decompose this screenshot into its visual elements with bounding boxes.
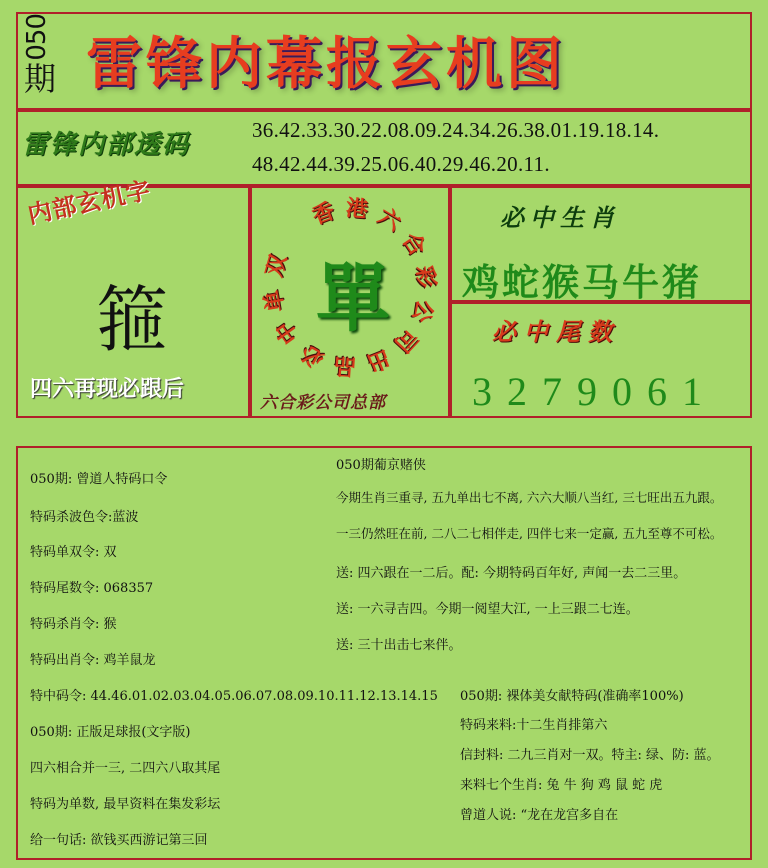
numbers-line-1: 36.42.33.30.22.08.09.24.34.26.38.01.19.18.14. [252,118,660,142]
ring-char: 双 [260,252,292,281]
lower-right-line-4: 来料七个生肖: 兔 牛 狗 鸡 鼠 蛇 虎 [460,778,663,793]
lower-left-line-3: 特码为单数, 最早资料在集发彩坛 [30,797,221,812]
ring-char: 中 [270,316,305,350]
secret-char-title: 内部玄机字 [25,174,154,230]
ring-char: 合 [396,227,431,261]
ring-char: 港 [345,195,370,224]
ring-char: 品 [333,352,357,380]
issue-unit: 期 [24,59,57,98]
tail-digits: 3279061 [472,369,717,414]
left-line-3: 特码单双令: 双 [30,545,117,560]
ring-char: 必 [296,339,329,373]
lower-left-line-4: 给一句话: 欲钱买西游记第三回 [30,833,208,848]
lower-left-line-2: 四六相合并一三, 二四六八取其尾 [30,761,221,776]
center-footer: 六合彩公司总部 [260,393,386,413]
right-title: 050期葡京赌侠 [336,458,426,473]
ring-char: 单 [259,287,290,314]
ring-char: 六 [373,203,406,237]
left-line-2: 特码杀波色令:蓝波 [30,510,139,525]
ring-char: 司 [389,323,424,358]
tail-title: 必中尾数 [492,317,620,346]
lower-right-line-1: 050期: 裸体美女献特码(准确率100%) [460,689,684,704]
secret-character: 箍 [96,278,169,362]
left-line-4: 特码尾数令: 068357 [30,581,154,596]
special-code-line: 特中码令: 44.46.01.02.03.04.05.06.07.08.09.10.11.12.13.14.15 [30,689,438,704]
ring-char: 出 [363,344,394,377]
lower-left-line-1: 050期: 正版足球报(文字版) [30,725,191,740]
issue-label [22,14,68,98]
right-line-1: 今期生肖三重寻, 五九单出七不离, 六六大顺八当红, 三七旺出五九跟。 [336,490,723,505]
zodiac-animals: 鸡蛇猴马牛猪 [462,260,702,304]
lower-right-line-3: 信封料: 二九三肖对一双。特主: 绿、防: 蓝。 [460,748,720,763]
lower-right-line-2: 特码来料:十二生肖排第六 [460,718,608,733]
secret-char-footer: 四六再现必跟后 [30,376,185,402]
right-line-3: 送: 四六跟在一二后。配: 今期特码百年好, 声闻一去二三里。 [336,566,687,581]
left-line-6: 特码出肖令: 鸡羊鼠龙 [30,653,156,668]
page-title: 雷锋内幕报玄机图 [86,31,566,97]
ring-char: 彩 [411,263,441,290]
center-big-char: 單 [316,256,390,342]
numbers-line-2: 48.42.44.39.25.06.40.29.46.20.11. [252,152,550,176]
right-line-5: 送: 三十出击七来伴。 [336,638,462,653]
numbers-label: 雷锋内部透码 [22,130,191,160]
issue-number: 050 [22,14,52,61]
right-line-2: 一三仍然旺在前, 二八二七相伴走, 四伴七来一定赢, 五九至尊不可松。 [336,526,723,541]
lower-right-line-5: 曾道人说: “龙在龙宫多自在 [460,808,619,823]
zodiac-title: 必中生肖 [500,203,620,232]
right-line-4: 送: 一六寻吉四。今期一阅望大江, 一上三跟二七连。 [336,602,639,617]
ring-char: 公 [407,296,439,326]
left-line-5: 特码杀肖令: 猴 [30,617,117,632]
left-line-1: 050期: 曾道人特码口令 [30,472,168,487]
ring-char: 香 [308,197,339,230]
